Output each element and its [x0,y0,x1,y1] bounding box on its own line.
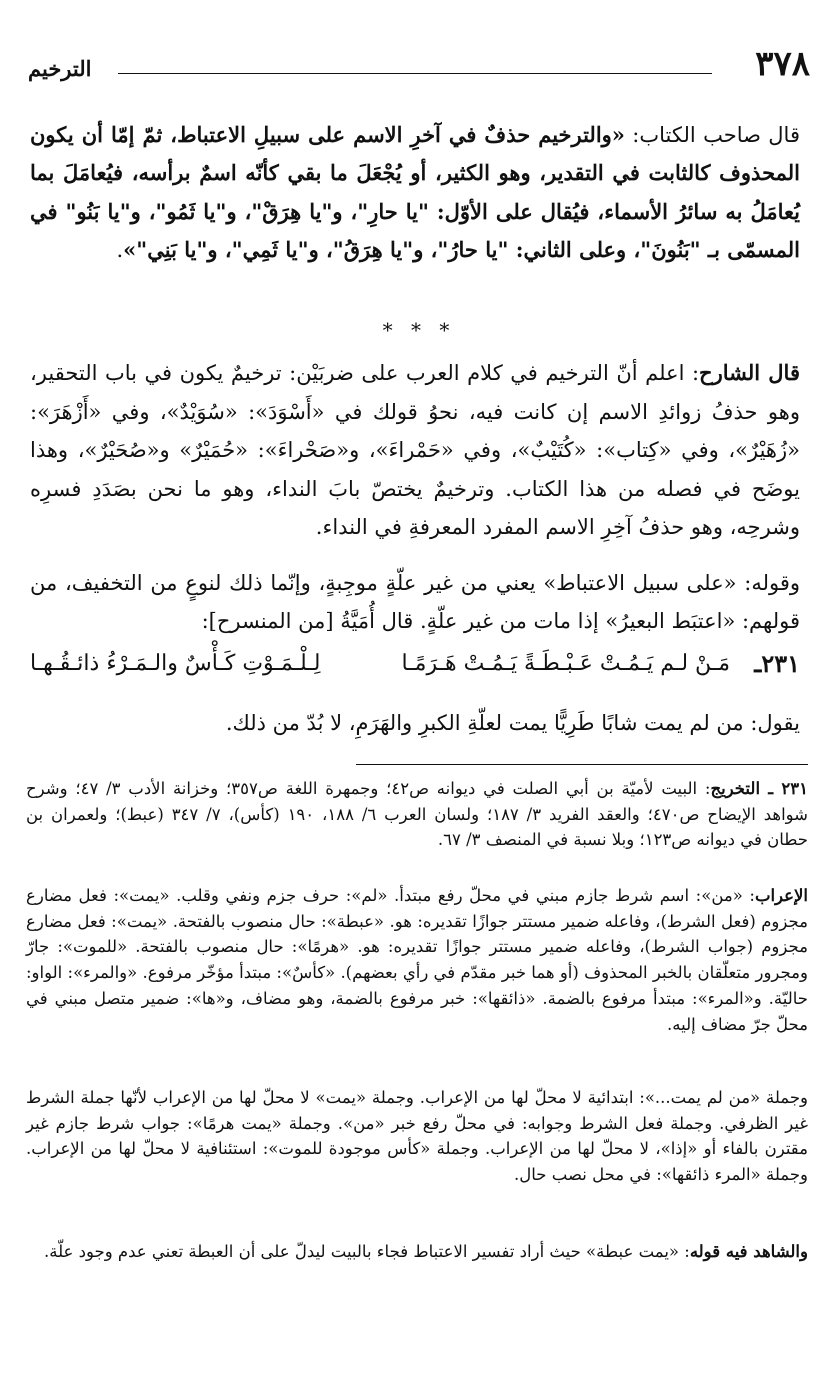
section-separator: * * * [382,318,456,342]
footnote-takhrij-label: ٢٣١ ـ التخريج [710,779,809,798]
poetry-verse [30,649,800,693]
footnote-irab [26,883,808,1037]
author-text-paragraph [30,116,800,270]
author-quote-end: . [116,238,124,263]
verse-second-hemistich: لِـلْـمَـوْتِ كَـأْسٌ والـمَـرْءُ ذائـقُـهـا [30,651,321,676]
footnote-takhrij-text: : البيت لأميّة بن أبي الصلت في ديوانه ص٤٢؛ وجمهرة اللغة ص٣٥٧؛ وخزانة الأدب ٣/ ٤٧؛ وشرح شواهد الإيضاح ص٤٧٠؛ والعقد الفريد ٣/ ١٨٧؛ ولسان العرب ٦/ ١٨٨، ١٩٠ (كأس)، ٧/ ٣٤٧ (عبط)؛ ولعمران بن حطان في ديوانه ص١٢٣؛ وبلا نسبة في المنصف ٣/ ٦٧. [26,779,808,850]
commentary-paragraph [30,354,800,547]
author-quote: «والترخيم حذفٌ في آخرِ الاسم على سبيلِ الاعتباط، ثمّ إمّا أن يكون المحذوف كالثابت في التقدير، وهو الكثير، أو يُجْعَلَ ما بقي كأنّه اسمٌ برأسه، فيُعامَلَ بما يُعامَلُ به سائرُ الأسماء، فيُقال على الأوّل: "يا حارِ"، و"يا هِرَقْ"، و"يا ثَمُو"، و"يا بَنُو" في المسمّى بـ "بَنُونَ"، وعلى الثاني: "يا حارُ"، و"يا هِرَقُ"، و"يا ثَمِي"، و"يا بَنِي"» [30,122,800,263]
verse-number: ٢٣١ـ [754,649,800,678]
footnote-divider [356,764,808,765]
running-header [28,44,810,88]
author-intro: قال صاحب الكتاب: [624,123,800,147]
footnote-shahid-text: : «يمت عبطة» حيث أراد تفسير الاعتباط فجاء بالبيت ليدلّ على أن العبطة تعني عدم وجود علّة. [43,1242,690,1261]
commentary-text: : اعلم أنّ الترخيم في كلام العرب على ضربَيْن: ترخيمٌ يكون في باب التحقير، وهو حذفُ زوائدِ الاسم إن كانت فيه، نحوُ قولك في «أَسْوَدَ»: «سُوَيْدٌ»، وفي «أَزْهَرَ»: «زُهَيْرٌ»، وفي «كِتاب»: «كُتَيْبٌ»، وفي «حَمْراءَ»، و«صَحْراءَ»: «حُمَيْرٌ» و«صُحَيْرٌ»، وهذا يوضَح في فصله من هذا الكتاب. وترخيمٌ يختصّ بابَ النداء، وهو ما نحن بصَدَدِ فسرِه وشرحِه، وهو حذفُ آخِرِ الاسم المفرد المعرفةِ في النداء. [30,361,800,540]
page-number: ٣٧٨ [755,44,810,84]
commentator-label: قال الشارح [699,360,800,385]
commentary-paragraph-2: وقوله: «على سبيل الاعتباط» يعني من غير علّةٍ موجِبةٍ، وإنّما ذلك لنوعٍ من التخفيف، من قولهم: «اعتبَط البعيرُ» إذا مات من غير علّةٍ. قال أُمَيَّةُ [من المنسرح]: [30,571,800,633]
footnote-shahid [26,1239,808,1265]
footnote-irab-text: : «من»: اسم شرط جازم مبني في محلّ رفع مبتدأ. «لم»: حرف جزم ونفي وقلب. «يمت»: فعل مضارع مجزوم (فعل الشرط)، وفاعله ضمير مستتر جوازًا تقديره: هو. «عبطة»: حال منصوب بالفتحة. «يمت»: فعل مضارع مجزوم (جواب الشرط)، وفاعله ضمير مستتر جوازًا تقديره: هو. «هرمًا»: حال منصوب بالفتحة. «للموت»: جارّ ومجرور متعلّقان بالخبر المحذوف (أو هما خبر مقدّم في رأي بعضهم). «كأسٌ»: مبتدأ مؤخّر مرفوع. «والمرء»: الواو: حاليّة. و«المرء»: مبتدأ مرفوع بالضمة. «ذائقها»: خبر مرفوع بالضمة، وهو مضاف، و«ها»: ضمير متصل مبني في محلّ جرّ مضاف إليه. [26,886,808,1034]
verse-first-hemistich: مَـنْ لـم يَـمُـتْ عَـبْـطَـةً يَـمُـتْ هَـرَمًـا [401,651,730,676]
footnote-shahid-label: والشاهد فيه قوله [689,1242,808,1261]
footnote-takhrij [26,776,808,853]
running-header-title: الترخيم [28,56,92,81]
footnote-irab-label: الإعراب [754,886,808,905]
header-rule [118,73,712,74]
verse-explanation: يقول: من لم يمت شابًا طَرِيًّا يمت لعلّةِ الكبرِ والهَرَمِ، لا بُدّ من ذلك. [225,711,800,735]
footnote-sentences: وجملة «من لم يمت...»: ابتدائية لا محلّ لها من الإعراب. وجملة «يمت» لا محلّ لها من الإعراب لأنّها جملة الشرط غير الظرفي. وجملة فعل الشرط وجوابه: في محلّ رفع خبر «من». وجملة «يمت هرمًا»: جواب شرط جازم غير مقترن بالفاء أو «إذا»، لا محلّ لها من الإعراب. وجملة «كأس موجودة للموت»: استئنافية لا محلّ لها من الإعراب. وجملة «المرء ذائقها»: في محل نصب حال. [26,1088,808,1185]
